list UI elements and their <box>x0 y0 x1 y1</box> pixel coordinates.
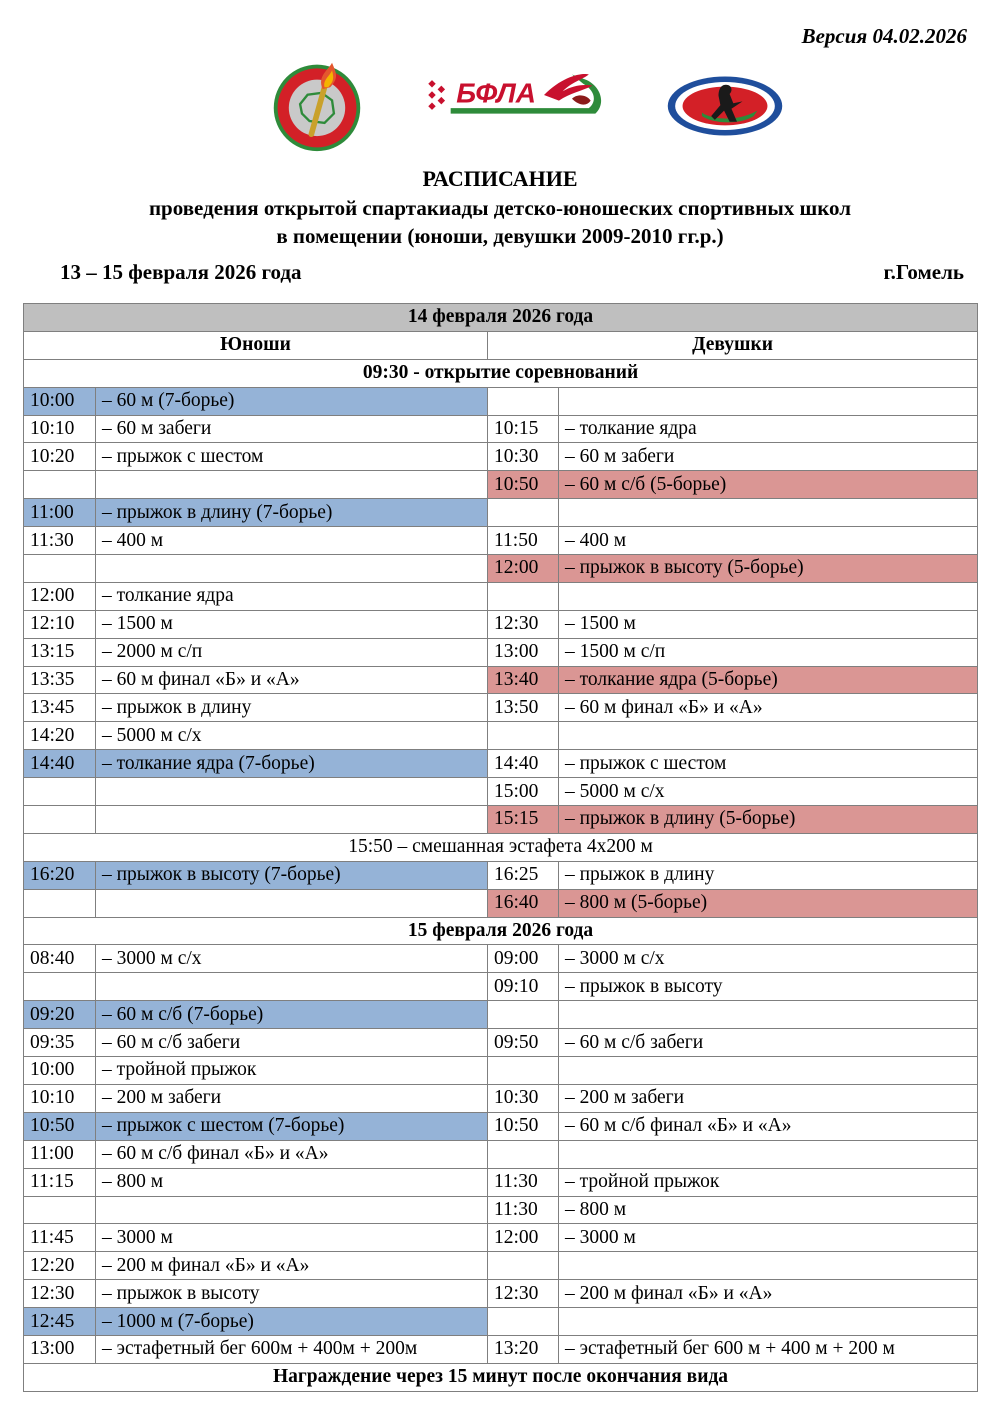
boys-event: – 3000 м с/х <box>96 945 488 973</box>
boys-event: – 60 м с/б (7-борье) <box>96 1001 488 1029</box>
girls-time <box>488 722 559 750</box>
date-location-line <box>60 260 964 288</box>
girls-event: – 1500 м с/п <box>559 638 978 666</box>
boys-time <box>24 806 96 834</box>
girls-event: – 1500 м <box>559 610 978 638</box>
boys-time: 11:15 <box>24 1168 96 1196</box>
mixed-relay-row <box>24 833 978 861</box>
boys-event: – 60 м с/б финал «Б» и «А» <box>96 1140 488 1168</box>
boys-time: 10:50 <box>24 1112 96 1140</box>
girls-time: 13:50 <box>488 694 559 722</box>
girls-event: – толкание ядра (5-борье) <box>559 666 978 694</box>
boys-time: 14:40 <box>24 750 96 778</box>
day2-title-row <box>24 917 978 945</box>
schedule-row <box>24 778 978 806</box>
bfla-logo <box>420 67 612 123</box>
girls-event <box>559 499 978 527</box>
schedule-row <box>24 694 978 722</box>
schedule-row <box>24 610 978 638</box>
girls-event: – 200 м финал «Б» и «А» <box>559 1280 978 1308</box>
boys-time: 16:20 <box>24 861 96 889</box>
boys-time: 09:35 <box>24 1029 96 1057</box>
girls-time: 10:30 <box>488 443 559 471</box>
girls-time: 10:15 <box>488 415 559 443</box>
schedule-row <box>24 666 978 694</box>
ministry-of-sport-logo <box>270 59 364 153</box>
girls-time <box>488 1057 559 1085</box>
mixed-relay: 15:50 – смешанная эстафета 4х200 м <box>24 833 978 861</box>
boys-event: – прыжок в высоту <box>96 1280 488 1308</box>
schedule-row <box>24 443 978 471</box>
boys-event: – прыжок с шестом <box>96 443 488 471</box>
day1-title: 14 февраля 2026 года <box>24 304 978 332</box>
girls-event: – 3000 м с/х <box>559 945 978 973</box>
girls-event <box>559 1308 978 1336</box>
event-city: г.Гомель <box>883 260 964 284</box>
boys-time <box>24 973 96 1001</box>
girls-time: 16:40 <box>488 889 559 917</box>
opening-ceremony: 09:30 - открытие соревнований <box>24 359 978 387</box>
awards-note-row <box>24 1363 978 1391</box>
girls-event <box>559 1140 978 1168</box>
schedule-row <box>24 415 978 443</box>
schedule-row <box>24 1084 978 1112</box>
girls-time <box>488 1140 559 1168</box>
boys-time: 12:10 <box>24 610 96 638</box>
girls-time: 10:50 <box>488 1112 559 1140</box>
event-dates: 13 – 15 февраля 2026 года <box>60 260 302 284</box>
girls-event: – 60 м финал «Б» и «А» <box>559 694 978 722</box>
columns-header-row <box>24 331 978 359</box>
schedule-row <box>24 1029 978 1057</box>
girls-column-header: Девушки <box>488 331 978 359</box>
schedule-row <box>24 1140 978 1168</box>
boys-time: 08:40 <box>24 945 96 973</box>
girls-event: – прыжок в длину <box>559 861 978 889</box>
republican-center-logo <box>665 73 785 139</box>
girls-time <box>488 1252 559 1280</box>
boys-event: – прыжок с шестом (7-борье) <box>96 1112 488 1140</box>
boys-time: 10:10 <box>24 415 96 443</box>
boys-event: – 200 м финал «Б» и «А» <box>96 1252 488 1280</box>
schedule-row <box>24 722 978 750</box>
boys-event: – 1500 м <box>96 610 488 638</box>
girls-time <box>488 1308 559 1336</box>
girls-event: – 800 м <box>559 1196 978 1224</box>
svg-text:БФЛА: БФЛА <box>456 77 537 109</box>
boys-time: 13:15 <box>24 638 96 666</box>
schedule-row <box>24 1280 978 1308</box>
boys-event: – толкание ядра <box>96 582 488 610</box>
boys-time <box>24 778 96 806</box>
boys-event: – прыжок в длину <box>96 694 488 722</box>
girls-event: – 5000 м с/х <box>559 778 978 806</box>
boys-event: – 800 м <box>96 1168 488 1196</box>
awards-note: Награждение через 15 минут после окончания вида <box>24 1363 978 1391</box>
girls-event <box>559 722 978 750</box>
boys-event: – 2000 м с/п <box>96 638 488 666</box>
girls-time: 11:30 <box>488 1168 559 1196</box>
girls-time <box>488 499 559 527</box>
boys-time: 12:30 <box>24 1280 96 1308</box>
girls-event: – 60 м с/б забеги <box>559 1029 978 1057</box>
schedule-row <box>24 527 978 555</box>
boys-event: – эстафетный бег 600м + 400м + 200м <box>96 1335 488 1363</box>
boys-time: 12:20 <box>24 1252 96 1280</box>
boys-time: 10:10 <box>24 1084 96 1112</box>
boys-event: – 60 м с/б забеги <box>96 1029 488 1057</box>
boys-event: – 200 м забеги <box>96 1084 488 1112</box>
boys-event: – 5000 м с/х <box>96 722 488 750</box>
boys-event <box>96 471 488 499</box>
schedule-row <box>24 889 978 917</box>
schedule-row <box>24 945 978 973</box>
logos-row <box>0 55 1000 160</box>
girls-time: 09:50 <box>488 1029 559 1057</box>
girls-event: – 60 м с/б (5-борье) <box>559 471 978 499</box>
boys-event: – прыжок в высоту (7-борье) <box>96 861 488 889</box>
title-block <box>0 164 1000 250</box>
girls-time: 11:50 <box>488 527 559 555</box>
schedule-row <box>24 555 978 583</box>
girls-event <box>559 1001 978 1029</box>
schedule-row <box>24 638 978 666</box>
document-title: РАСПИСАНИЕ <box>422 166 578 191</box>
schedule-row <box>24 973 978 1001</box>
boys-time: 12:45 <box>24 1308 96 1336</box>
girls-event: – 60 м с/б финал «Б» и «А» <box>559 1112 978 1140</box>
girls-event: – 400 м <box>559 527 978 555</box>
boys-event <box>96 889 488 917</box>
schedule-row <box>24 806 978 834</box>
boys-event: – 60 м (7-борье) <box>96 387 488 415</box>
opening-row <box>24 359 978 387</box>
boys-event: – 400 м <box>96 527 488 555</box>
document-subtitle-1: проведения открытой спартакиады детско-юношеских спортивных школ <box>148 196 852 220</box>
girls-time: 12:30 <box>488 1280 559 1308</box>
boys-column-header: Юноши <box>24 331 488 359</box>
girls-event: – эстафетный бег 600 м + 400 м + 200 м <box>559 1335 978 1363</box>
schedule-row <box>24 1224 978 1252</box>
girls-event: – 800 м (5-борье) <box>559 889 978 917</box>
schedule-row <box>24 499 978 527</box>
girls-time: 14:40 <box>488 750 559 778</box>
schedule-row <box>24 1335 978 1363</box>
schedule-table <box>23 303 978 1392</box>
girls-event: – прыжок в длину (5-борье) <box>559 806 978 834</box>
boys-event: – 60 м забеги <box>96 415 488 443</box>
schedule-row <box>24 1196 978 1224</box>
document-subtitle-2: в помещении (юноши, девушки 2009-2010 гг.р.) <box>276 224 724 248</box>
girls-time <box>488 582 559 610</box>
girls-time: 13:40 <box>488 666 559 694</box>
boys-time: 10:20 <box>24 443 96 471</box>
girls-event <box>559 582 978 610</box>
boys-time: 14:20 <box>24 722 96 750</box>
boys-event: – прыжок в длину (7-борье) <box>96 499 488 527</box>
boys-time: 13:35 <box>24 666 96 694</box>
boys-event <box>96 555 488 583</box>
girls-time: 13:00 <box>488 638 559 666</box>
girls-time: 10:30 <box>488 1084 559 1112</box>
boys-event <box>96 778 488 806</box>
girls-time: 12:00 <box>488 555 559 583</box>
schedule-row <box>24 582 978 610</box>
boys-time: 10:00 <box>24 1057 96 1085</box>
schedule-row <box>24 1001 978 1029</box>
girls-event <box>559 1057 978 1085</box>
schedule-row <box>24 1168 978 1196</box>
girls-time: 15:00 <box>488 778 559 806</box>
girls-time: 09:10 <box>488 973 559 1001</box>
boys-event <box>96 806 488 834</box>
schedule-row <box>24 750 978 778</box>
girls-event: – тройной прыжок <box>559 1168 978 1196</box>
girls-time: 09:00 <box>488 945 559 973</box>
boys-time <box>24 471 96 499</box>
boys-time <box>24 1196 96 1224</box>
boys-event <box>96 973 488 1001</box>
version-label: Версия 04.02.2026 <box>801 24 967 48</box>
girls-time: 12:30 <box>488 610 559 638</box>
boys-time: 11:00 <box>24 1140 96 1168</box>
girls-event: – прыжок в высоту (5-борье) <box>559 555 978 583</box>
boys-event: – толкание ядра (7-борье) <box>96 750 488 778</box>
girls-event: – 200 м забеги <box>559 1084 978 1112</box>
boys-time: 09:20 <box>24 1001 96 1029</box>
girls-event: – прыжок с шестом <box>559 750 978 778</box>
boys-event: – 60 м финал «Б» и «А» <box>96 666 488 694</box>
girls-time: 10:50 <box>488 471 559 499</box>
girls-time: 16:25 <box>488 861 559 889</box>
girls-time: 12:00 <box>488 1224 559 1252</box>
schedule-row <box>24 387 978 415</box>
boys-time: 11:00 <box>24 499 96 527</box>
boys-event: – тройной прыжок <box>96 1057 488 1085</box>
schedule-row <box>24 1308 978 1336</box>
girls-event: – 60 м забеги <box>559 443 978 471</box>
schedule-row <box>24 1112 978 1140</box>
boys-event: – 3000 м <box>96 1224 488 1252</box>
girls-event <box>559 387 978 415</box>
girls-event: – 3000 м <box>559 1224 978 1252</box>
schedule-row <box>24 1057 978 1085</box>
girls-event: – толкание ядра <box>559 415 978 443</box>
girls-time: 11:30 <box>488 1196 559 1224</box>
girls-time <box>488 387 559 415</box>
girls-event: – прыжок в высоту <box>559 973 978 1001</box>
boys-time: 12:00 <box>24 582 96 610</box>
boys-time <box>24 889 96 917</box>
boys-time: 10:00 <box>24 387 96 415</box>
boys-time: 11:30 <box>24 527 96 555</box>
girls-event <box>559 1252 978 1280</box>
schedule-row <box>24 1252 978 1280</box>
schedule-row <box>24 471 978 499</box>
boys-time: 13:45 <box>24 694 96 722</box>
schedule-row <box>24 861 978 889</box>
boys-time <box>24 555 96 583</box>
boys-event <box>96 1196 488 1224</box>
day2-title: 15 февраля 2026 года <box>24 917 978 945</box>
girls-time <box>488 1001 559 1029</box>
boys-time: 11:45 <box>24 1224 96 1252</box>
boys-event: – 1000 м (7-борье) <box>96 1308 488 1336</box>
girls-time: 15:15 <box>488 806 559 834</box>
day1-header-row <box>24 304 978 332</box>
boys-time: 13:00 <box>24 1335 96 1363</box>
girls-time: 13:20 <box>488 1335 559 1363</box>
